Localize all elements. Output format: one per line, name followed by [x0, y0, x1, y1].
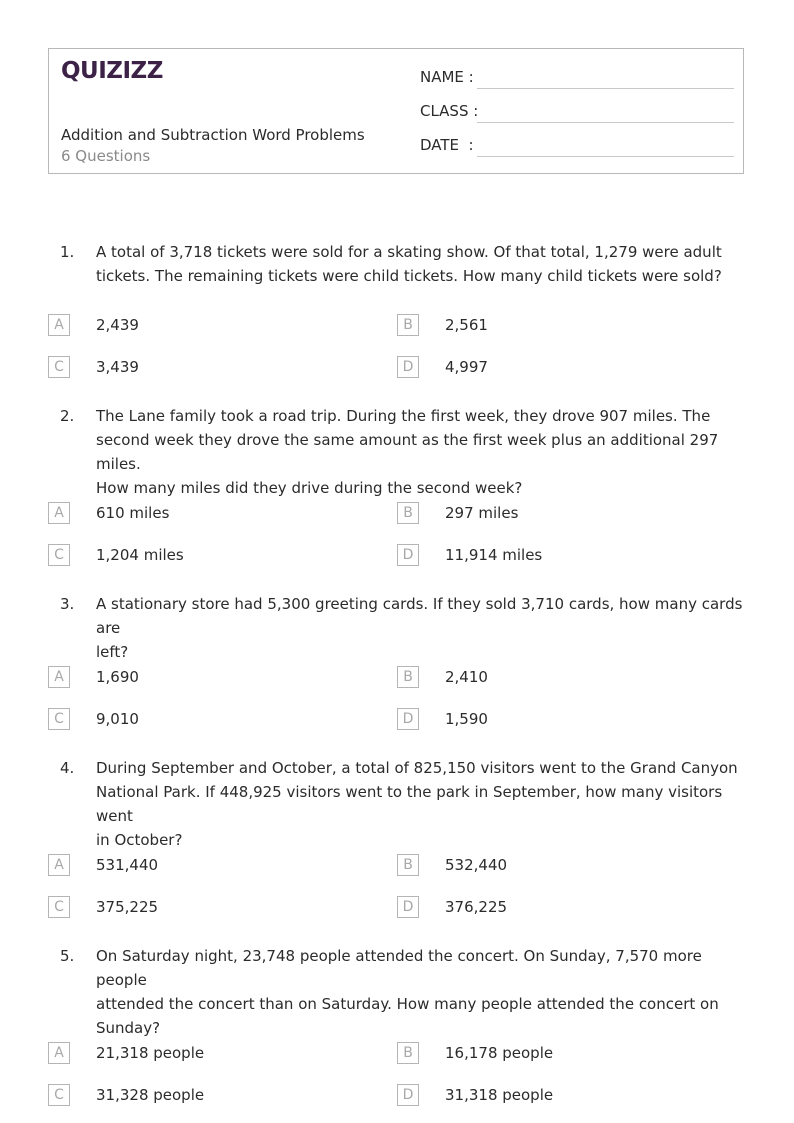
- date-field: [420, 136, 734, 158]
- question-text: [96, 944, 748, 1040]
- option-text: 9,010: [96, 710, 139, 728]
- class-line: [477, 122, 734, 123]
- question-line: tickets. The remaining tickets were child tickets. How many child tickets were sold?: [96, 267, 722, 285]
- option-letter: C: [48, 544, 70, 566]
- question-line: National Park. If 448,925 visitors went to the park in September, how many visitors went: [96, 783, 723, 825]
- date-line: [477, 156, 734, 157]
- question-number: 5.: [60, 947, 75, 965]
- question-text: [96, 756, 748, 852]
- option-letter: C: [48, 708, 70, 730]
- option-text: 1,690: [96, 668, 139, 686]
- question-line: Sunday?: [96, 1019, 161, 1037]
- option-text: 375,225: [96, 898, 159, 916]
- option-text: 2,439: [96, 316, 139, 334]
- name-label: NAME :: [420, 68, 474, 86]
- option-letter: C: [48, 1084, 70, 1106]
- option-text: 11,914 miles: [445, 546, 543, 564]
- quizizz-logo: QUIZIZZ: [61, 58, 163, 84]
- class-label: CLASS :: [420, 102, 479, 120]
- option-letter: C: [48, 356, 70, 378]
- question-line: attended the concert than on Saturday. How many people attended the concert on: [96, 995, 719, 1013]
- question-line: The Lane family took a road trip. During the first week, they drove 907 miles. The: [96, 407, 711, 425]
- option-letter: A: [48, 666, 70, 688]
- option-letter: B: [397, 314, 419, 336]
- question-text: [96, 592, 748, 664]
- question-line: During September and October, a total of 825,150 visitors went to the Grand Canyon: [96, 759, 738, 777]
- option-text: 3,439: [96, 358, 139, 376]
- question-number: 2.: [60, 407, 75, 425]
- question-line: On Saturday night, 23,748 people attended the concert. On Sunday, 7,570 more people: [96, 947, 702, 989]
- name-field: [420, 68, 734, 90]
- option-letter: B: [397, 854, 419, 876]
- question-line: second week they drove the same amount as the first week plus an additional 297 miles.: [96, 431, 719, 473]
- option-text: 2,561: [445, 316, 488, 334]
- option-text: 4,997: [445, 358, 488, 376]
- option-letter: A: [48, 502, 70, 524]
- option-text: 21,318 people: [96, 1044, 205, 1062]
- option-letter: D: [397, 896, 419, 918]
- option-text: 1,204 miles: [96, 546, 184, 564]
- option-text: 1,590: [445, 710, 488, 728]
- class-field: [420, 102, 734, 124]
- question-text: [96, 240, 748, 288]
- option-text: 610 miles: [96, 504, 170, 522]
- option-text: 31,328 people: [96, 1086, 205, 1104]
- question-line: left?: [96, 643, 129, 661]
- question-number: 4.: [60, 759, 75, 777]
- question-line: A total of 3,718 tickets were sold for a skating show. Of that total, 1,279 were adult: [96, 243, 722, 261]
- option-text: 531,440: [96, 856, 159, 874]
- option-letter: B: [397, 1042, 419, 1064]
- option-letter: C: [48, 896, 70, 918]
- option-text: 532,440: [445, 856, 508, 874]
- option-letter: A: [48, 1042, 70, 1064]
- question-number: 3.: [60, 595, 75, 613]
- name-line: [477, 88, 734, 89]
- option-letter: B: [397, 666, 419, 688]
- option-letter: A: [48, 854, 70, 876]
- worksheet-title: Addition and Subtraction Word Problems: [61, 126, 365, 144]
- option-text: 16,178 people: [445, 1044, 554, 1062]
- option-letter: D: [397, 1084, 419, 1106]
- question-count: 6 Questions: [61, 147, 151, 165]
- option-letter: D: [397, 544, 419, 566]
- question-text: [96, 404, 748, 500]
- option-text: 31,318 people: [445, 1086, 554, 1104]
- question-line: How many miles did they drive during the second week?: [96, 479, 523, 497]
- option-text: 297 miles: [445, 504, 519, 522]
- option-text: 2,410: [445, 668, 488, 686]
- question-line: A stationary store had 5,300 greeting cards. If they sold 3,710 cards, how many cards are: [96, 595, 743, 637]
- option-letter: B: [397, 502, 419, 524]
- option-letter: D: [397, 356, 419, 378]
- option-letter: A: [48, 314, 70, 336]
- date-label: DATE :: [420, 136, 474, 154]
- worksheet-header: [48, 48, 744, 174]
- option-text: 376,225: [445, 898, 508, 916]
- question-line: in October?: [96, 831, 183, 849]
- question-number: 1.: [60, 243, 75, 261]
- option-letter: D: [397, 708, 419, 730]
